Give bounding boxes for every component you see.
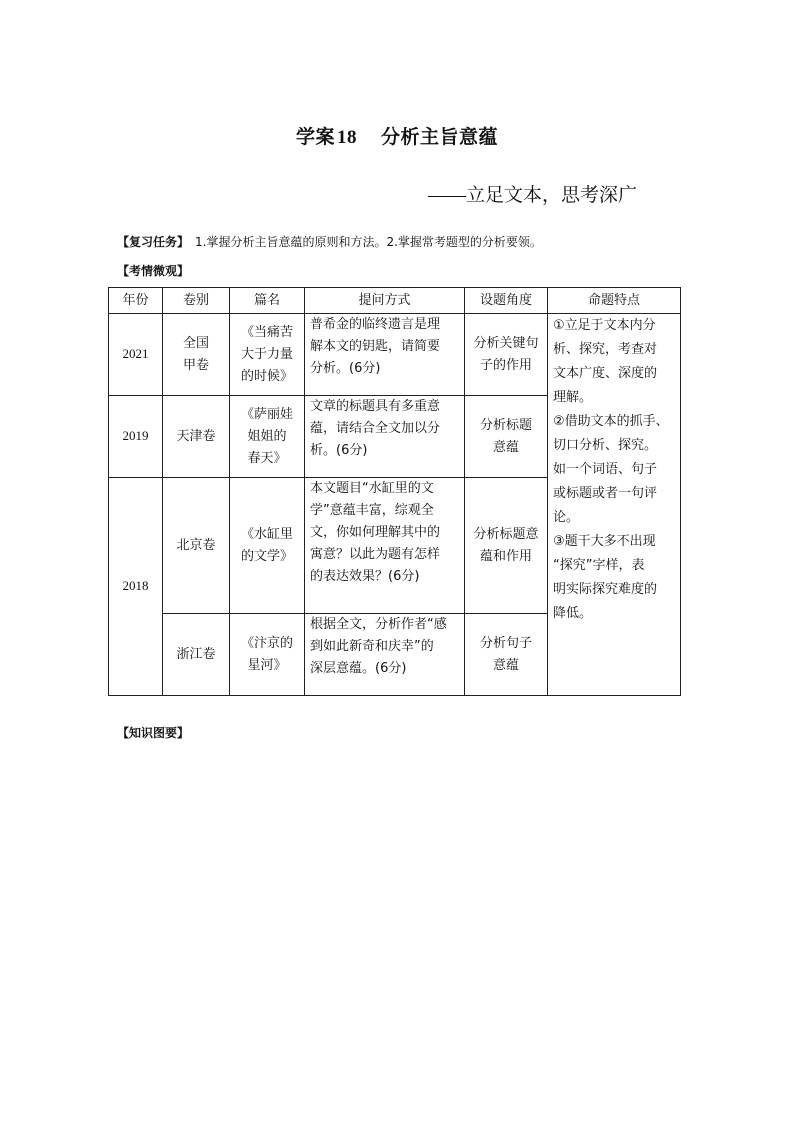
header-features: 命题特点: [548, 288, 681, 314]
header-question: 提问方式: [305, 288, 465, 314]
question-cell: 根据全文，分析作者“感 到如此新奇和庆幸”的 深层意蕴。(6分): [305, 614, 465, 696]
paper-cell: 全国 甲卷: [163, 314, 230, 396]
question-cell: 本文题目“水缸里的文 学”意蕴丰富，综观全 文，你如何理解其中的 寓意？以此为题有怎样 的表达效果？(6分): [305, 478, 465, 614]
paper-cell: 北京卷: [163, 478, 230, 614]
year-cell: 2019: [109, 396, 163, 478]
angle-cell: 分析关键句 子的作用: [465, 314, 548, 396]
article-cell: 《萨丽娃 姐姐的 春天》: [230, 396, 305, 478]
year-cell: 2018: [109, 478, 163, 696]
table-header-row: [109, 288, 681, 314]
review-task: [117, 233, 542, 250]
page-title: [0, 122, 794, 149]
subtitle-text: 立足文本，思考深广: [466, 184, 638, 206]
title-prefix: 学案: [295, 126, 335, 148]
exam-overview-label: 【考情微观】: [117, 264, 190, 278]
paper-cell: 天津卷: [163, 396, 230, 478]
header-paper: 卷别: [163, 288, 230, 314]
angle-cell: 分析句子 意蕴: [465, 614, 548, 696]
article-cell: 《当痛苦 大于力量 的时候》: [230, 314, 305, 396]
title-number: 18: [337, 127, 357, 148]
subtitle-dash: ——: [428, 185, 466, 206]
page-subtitle: [428, 180, 637, 207]
features-cell: ①立足于文本内分 析、探究，考查对 文本广度、深度的 理解。 ②借助文本的抓手、 切口分析、探究。 如一个词语、句子 或标题或者一句评 论。 ③题干大多不出现 “探究”字样，表 明实际探究难度的 降低。: [548, 314, 681, 696]
table-row: [109, 314, 681, 396]
title-topic: 分析主旨意蕴: [381, 126, 499, 148]
question-cell: 普希金的临终遗言是理 解本文的钥匙，请简要 分析。(6分): [305, 314, 465, 396]
knowledge-map-label: 【知识图要】: [117, 726, 190, 740]
angle-cell: 分析标题意 蕴和作用: [465, 478, 548, 614]
question-cell: 文章的标题具有多重意 蕴，请结合全文加以分 析。(6分): [305, 396, 465, 478]
exam-overview-table: [108, 287, 681, 696]
header-year: 年份: [109, 288, 163, 314]
year-cell: 2021: [109, 314, 163, 396]
header-angle: 设题角度: [465, 288, 548, 314]
paper-cell: 浙江卷: [163, 614, 230, 696]
header-article: 篇名: [230, 288, 305, 314]
angle-cell: 分析标题 意蕴: [465, 396, 548, 478]
article-cell: 《汴京的 星河》: [230, 614, 305, 696]
review-task-text: 1.掌握分析主旨意蕴的原则和方法。2.掌握常考题型的分析要领。: [195, 235, 542, 249]
review-task-label: 【复习任务】: [117, 235, 190, 249]
article-cell: 《水缸里 的文学》: [230, 478, 305, 614]
